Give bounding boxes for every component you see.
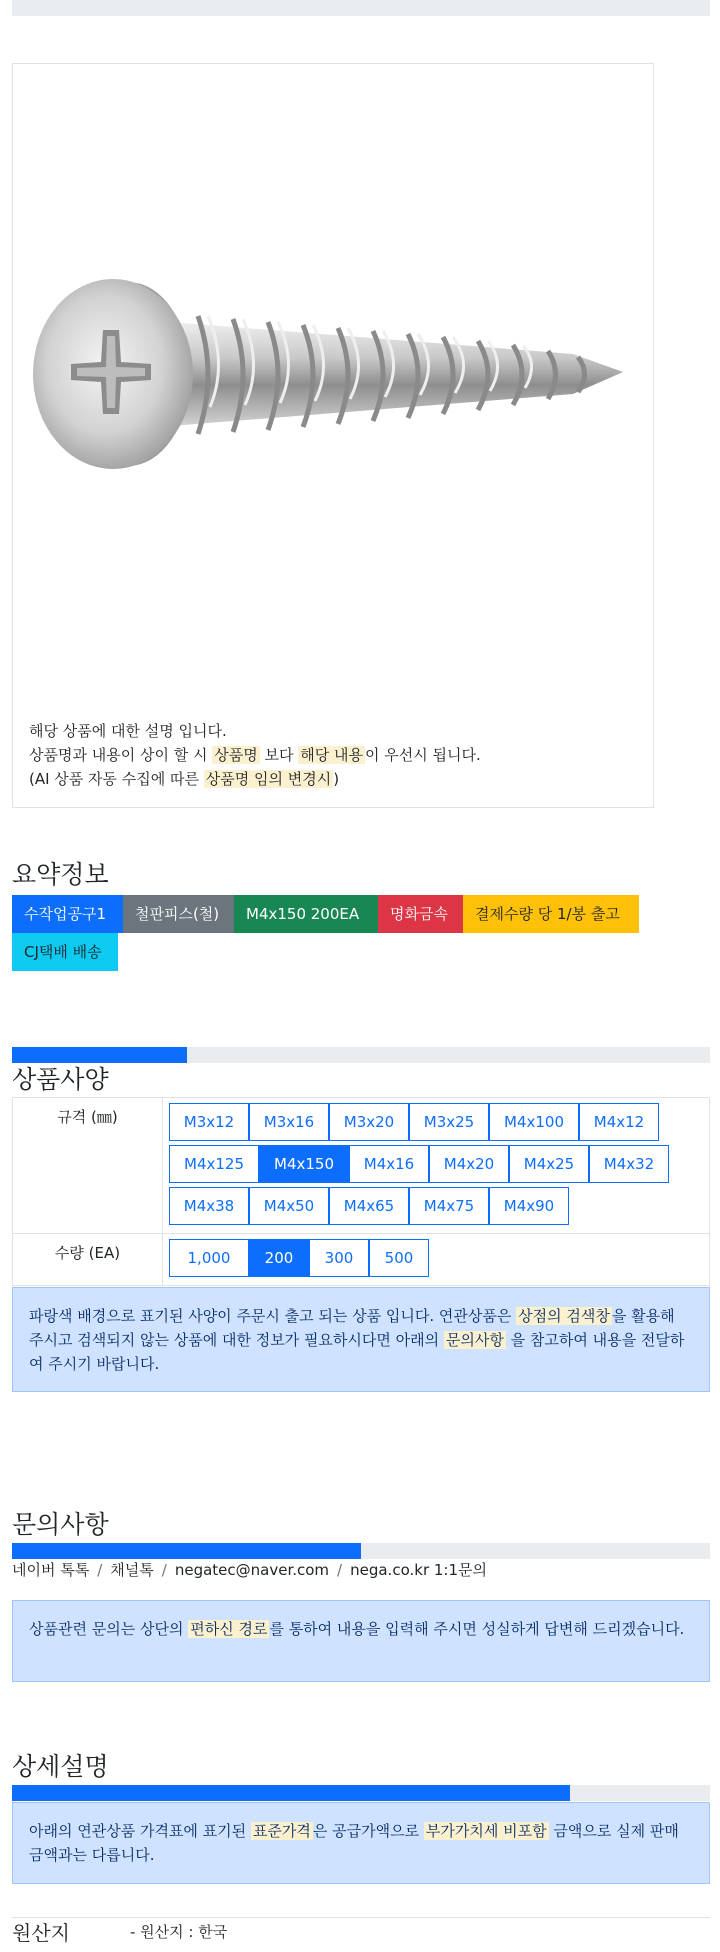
notice-text: 상품명과 내용이 상이 할 시 [29, 746, 213, 764]
product-image-box [12, 63, 654, 808]
spec-row-size [13, 1098, 709, 1234]
option-m3x20[interactable]: M3x20 [329, 1103, 409, 1141]
separator: / [97, 1561, 103, 1579]
contact-list [12, 1559, 487, 1580]
notice-text: 보다 [259, 746, 299, 764]
spec-notice [12, 1287, 710, 1392]
image-notice-line1: 해당 상품에 대한 설명 입니다. [29, 722, 227, 740]
option-m4x16[interactable]: M4x16 [349, 1145, 429, 1183]
top-divider [12, 0, 710, 16]
option-m4x32[interactable]: M4x32 [589, 1145, 669, 1183]
option-m4x90[interactable]: M4x90 [489, 1187, 569, 1225]
detail-notice [12, 1802, 710, 1884]
contact-one-on-one[interactable]: nega.co.kr 1:1문의 [350, 1561, 487, 1579]
badge-type: 철판피스(철) [123, 895, 234, 933]
highlight-name-change: 상품명 임의 변경시 [205, 770, 332, 788]
detail-title: 상세설명 [12, 1752, 109, 1781]
option-500[interactable]: 500 [369, 1239, 429, 1277]
option-m4x125[interactable]: M4x125 [169, 1145, 259, 1183]
notice-text: 이 우선시 됩니다. [364, 746, 481, 764]
contact-naver-talk[interactable]: 네이버 톡톡 [12, 1561, 90, 1579]
qty-label: 수량 (EA) [13, 1234, 163, 1285]
notice-text: 금액으로 실제 판매금액과는 다릅니다. [29, 1822, 679, 1864]
detail-progress [12, 1785, 710, 1801]
highlight-route: 편하신 경로 [190, 1620, 268, 1638]
spec-progress [12, 1047, 710, 1063]
highlight-standard-price: 표준가격 [252, 1822, 311, 1840]
option-m4x25[interactable]: M4x25 [509, 1145, 589, 1183]
option-m4x65[interactable]: M4x65 [329, 1187, 409, 1225]
option-m4x38[interactable]: M4x38 [169, 1187, 249, 1225]
option-1000[interactable]: 1,000 [169, 1239, 249, 1277]
option-m4x75[interactable]: M4x75 [409, 1187, 489, 1225]
origin-title: 원산지 [12, 1921, 70, 1945]
badge-spec: M4x150 200EA [234, 895, 378, 933]
notice-text: 을 활용해 주시고 검색되지 않는 상품에 대한 정보가 필요하시다면 아래의 [29, 1307, 675, 1349]
highlight-inquiry: 문의사항 [445, 1331, 504, 1349]
badge-category: 수작업공구1 [12, 895, 123, 933]
separator: / [161, 1561, 167, 1579]
image-notice-line2 [29, 743, 481, 767]
option-m4x100[interactable]: M4x100 [489, 1103, 579, 1141]
badge-maker: 명화금속 [378, 895, 463, 933]
notice-text: 은 공급가액으로 [312, 1822, 424, 1840]
summary-title: 요약정보 [12, 860, 109, 889]
image-notice [29, 719, 481, 791]
separator: / [337, 1561, 343, 1579]
inquiry-progress [12, 1543, 710, 1559]
badge-delivery: CJ택배 배송 [12, 933, 118, 971]
notice-text: 아래의 연관상품 가격표에 표기된 [29, 1822, 251, 1840]
highlight-product-name: 상품명 [214, 746, 258, 764]
image-notice-line3 [29, 767, 481, 791]
spec-row-qty [13, 1234, 709, 1285]
notice-text: 파랑색 배경으로 표기된 사양이 주문시 출고 되는 상품 입니다. 연관상품은 [29, 1307, 517, 1325]
notice-text: (AI 상품 자동 수집에 따른 [29, 770, 204, 788]
highlight-content: 해당 내용 [300, 746, 363, 764]
inquiry-progress-fill [12, 1543, 361, 1559]
option-200[interactable]: 200 [249, 1239, 309, 1277]
notice-text: 를 통하여 내용을 입력해 주시면 성실하게 답변해 드리겠습니다. [269, 1620, 685, 1638]
option-300[interactable]: 300 [309, 1239, 369, 1277]
option-m3x12[interactable]: M3x12 [169, 1103, 249, 1141]
screw-image [13, 64, 655, 809]
option-m4x12[interactable]: M4x12 [579, 1103, 659, 1141]
contact-email[interactable]: negatec@naver.com [174, 1561, 330, 1579]
highlight-search: 상점의 검색창 [518, 1307, 610, 1325]
origin-value: - 원산지 : 한국 [130, 1923, 228, 1941]
highlight-vat-excluded: 부가가치세 비포함 [425, 1822, 547, 1840]
spec-table [12, 1097, 710, 1286]
origin-divider [12, 1917, 710, 1918]
badge-shipping-unit: 결제수량 당 1/봉 출고 [463, 895, 639, 933]
option-m4x20[interactable]: M4x20 [429, 1145, 509, 1183]
detail-progress-fill [12, 1785, 570, 1801]
option-m3x16[interactable]: M3x16 [249, 1103, 329, 1141]
spec-title: 상품사양 [12, 1065, 109, 1094]
inquiry-notice [12, 1600, 710, 1682]
inquiry-title: 문의사항 [12, 1510, 109, 1539]
option-m3x25[interactable]: M3x25 [409, 1103, 489, 1141]
option-m4x150[interactable]: M4x150 [259, 1145, 349, 1183]
option-m4x50[interactable]: M4x50 [249, 1187, 329, 1225]
notice-text: 상품관련 문의는 상단의 [29, 1620, 189, 1638]
notice-text: 을 참고하여 내용을 전달하여 주시기 바랍니다. [29, 1331, 685, 1373]
size-label: 규격 (㎜) [13, 1098, 163, 1233]
notice-text: ) [333, 770, 340, 788]
contact-channel-talk[interactable]: 채널톡 [110, 1561, 154, 1579]
